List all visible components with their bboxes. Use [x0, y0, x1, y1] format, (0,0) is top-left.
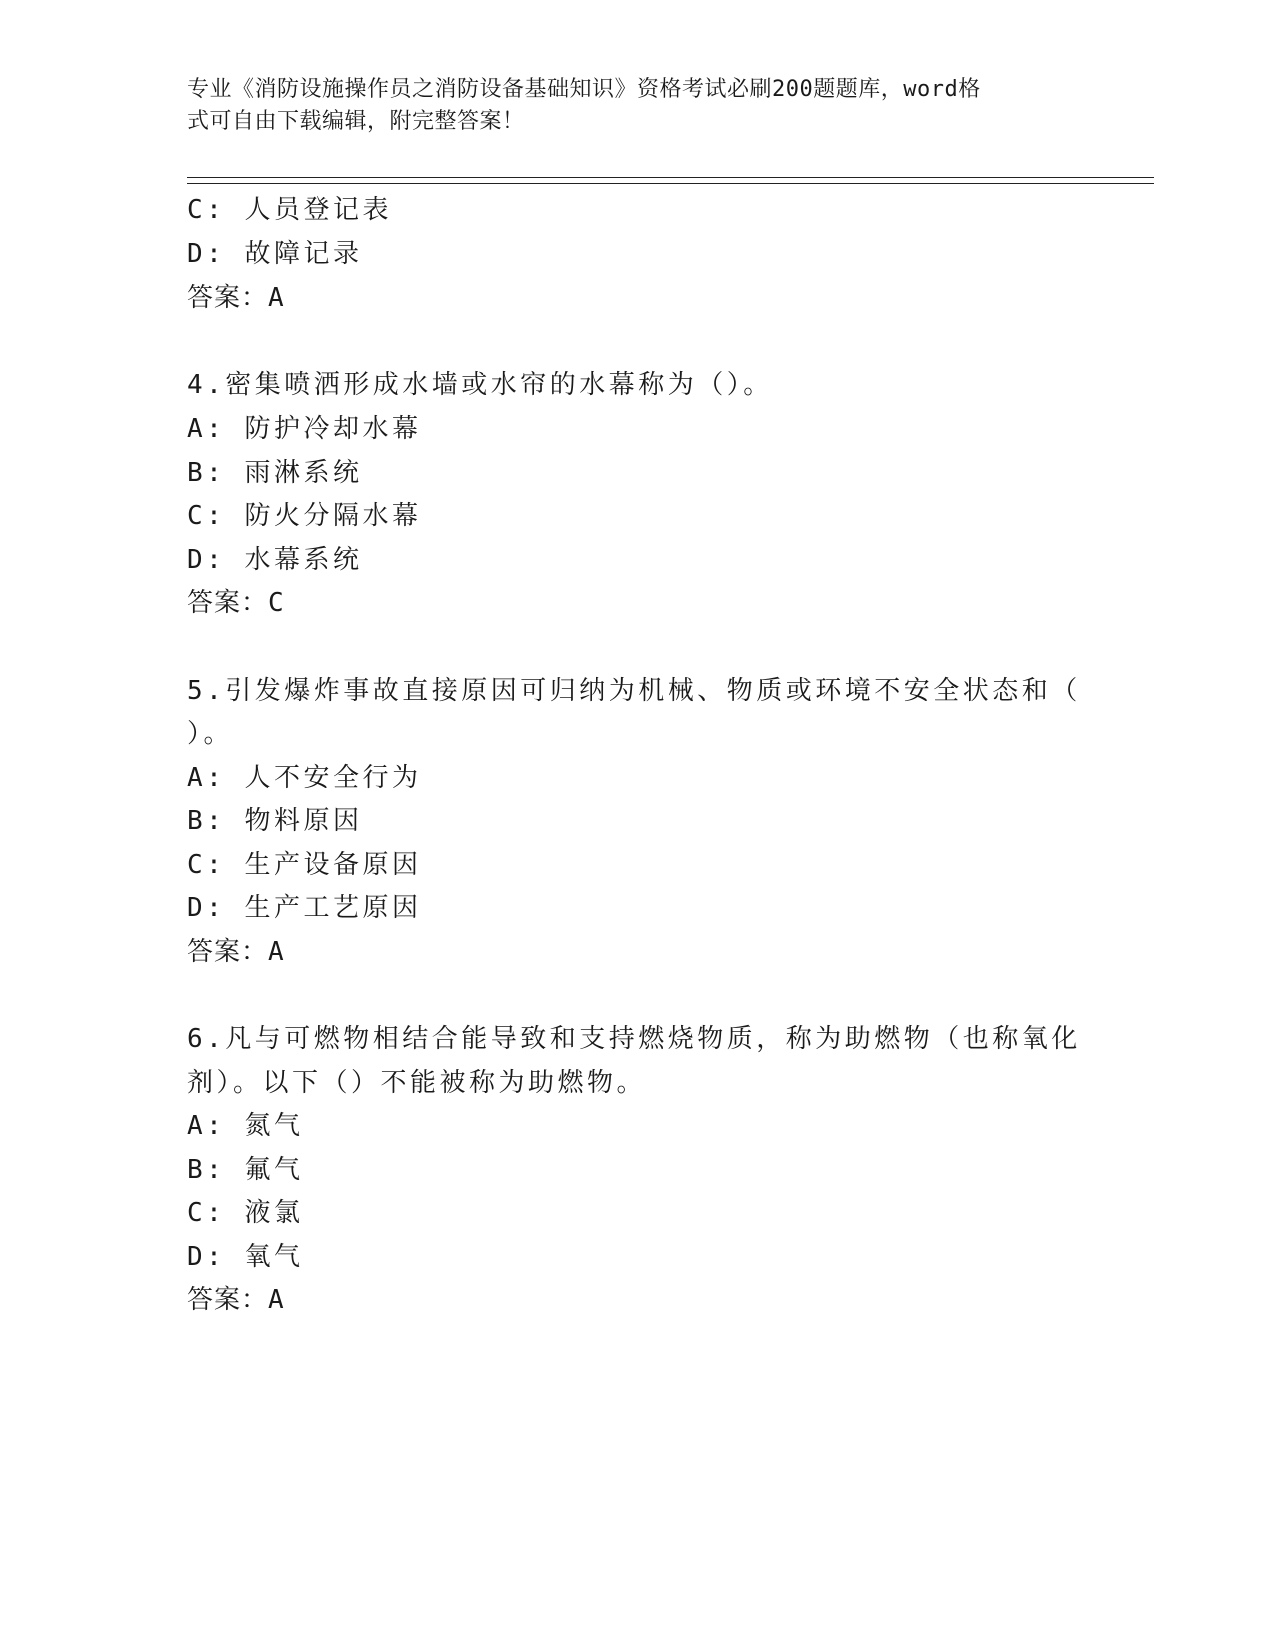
q4-option-b: B: 雨淋系统: [187, 458, 363, 488]
q6-stem-line-2: 剂）。以下（）不能被称为助燃物。: [187, 1068, 647, 1098]
header-divider-top: [187, 177, 1154, 178]
q5-stem-line-2: ）。: [187, 719, 234, 749]
q5-answer: 答案：A: [187, 937, 285, 967]
q4-stem: 4.密集喷洒形成水墙或水帘的水幕称为（）。: [187, 370, 773, 400]
q4-answer: 答案：C: [187, 588, 285, 618]
q4-option-a: A: 防护冷却水幕: [187, 414, 422, 444]
q5-option-c: C: 生产设备原因: [187, 850, 422, 880]
q6-option-d: D: 氧气: [187, 1242, 304, 1272]
q4-option-c: C: 防火分隔水幕: [187, 501, 422, 531]
q3-option-d: D: 故障记录: [187, 239, 363, 269]
header-line-1: 专业《消防设施操作员之消防设备基础知识》资格考试必刷200题题库，word格: [187, 77, 981, 102]
q6-option-b: B: 氟气: [187, 1155, 304, 1185]
q6-stem-line-1: 6.凡与可燃物相结合能导致和支持燃烧物质，称为助燃物（也称氧化: [187, 1024, 1081, 1054]
q6-option-c: C: 液氯: [187, 1198, 304, 1228]
q5-option-a: A: 人不安全行为: [187, 763, 422, 793]
q5-stem-line-1: 5.引发爆炸事故直接原因可归纳为机械、物质或环境不安全状态和（: [187, 676, 1081, 706]
header-line-2: 式可自由下载编辑，附完整答案！: [187, 109, 525, 134]
q3-option-c: C: 人员登记表: [187, 195, 392, 225]
q6-option-a: A: 氮气: [187, 1111, 304, 1141]
q6-answer: 答案：A: [187, 1285, 285, 1315]
q3-answer: 答案：A: [187, 283, 285, 313]
q5-option-d: D: 生产工艺原因: [187, 893, 422, 923]
header-divider-bottom: [187, 183, 1154, 184]
q4-option-d: D: 水幕系统: [187, 545, 363, 575]
page-header: [187, 74, 1067, 138]
q5-option-b: B: 物料原因: [187, 806, 363, 836]
